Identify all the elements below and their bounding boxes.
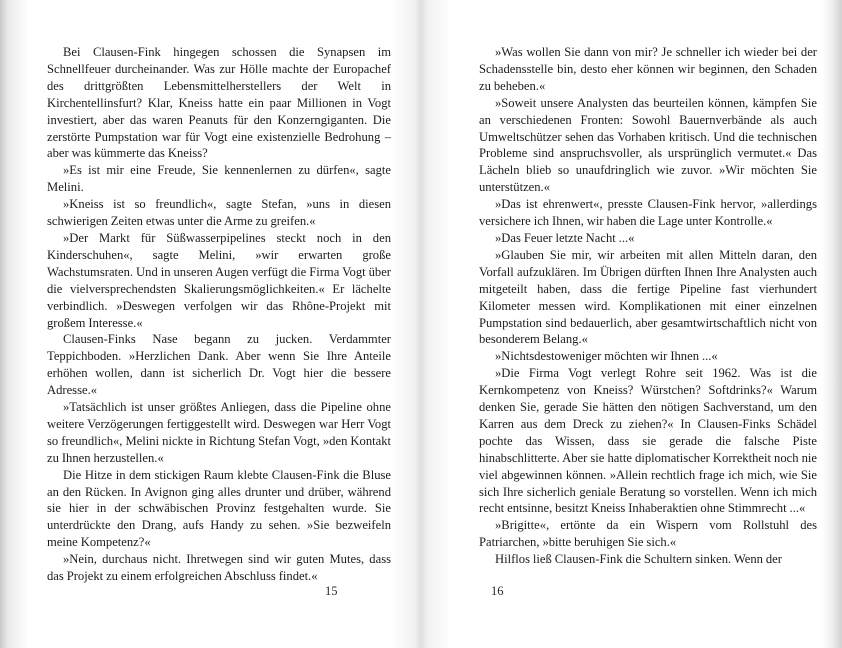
page-left-text bbox=[47, 44, 391, 585]
page-right-text bbox=[479, 44, 817, 568]
paragraph: »Soweit unsere Analysten das beurteilen können, kämpfen Sie an verschiedenen Fronten: Sowohl Bauernverbände als auch Umweltschützer sehen das Vorhaben kritisch. Und die technischen Probleme sind anspruchsvoller, als ursprünglich vermutet.« Das Lächeln blieb so unaufdringlich wie zuvor. »Wir möchten Sie unterstützen.« bbox=[479, 95, 817, 195]
paragraph: »Das ist ehrenwert«, presste Clausen-Fink hervor, »allerdings versichere ich Ihnen, wir haben die Lage unter Kontrolle.« bbox=[479, 197, 817, 229]
paragraph: »Was wollen Sie dann von mir? Je schneller ich wieder bei der Schadensstelle bin, desto eher können wir beginnen, den Schaden zu beheben.« bbox=[479, 45, 817, 93]
page-number-left: 15 bbox=[325, 584, 338, 598]
page-number-right: 16 bbox=[491, 584, 504, 598]
paragraph: »Der Markt für Süßwasserpipelines steckt noch in den Kinderschuhen«, sagte Melini, »wir erwarten große Wachstumsraten. Und in unseren Augen verfügt die Firma Vogt über die vielversprechendsten Skalierungsmöglichkeiten.« Er lächelte verbindlich. »Deswegen verfolgen wir das Rhône-Projekt mit großem Interesse.« bbox=[47, 230, 391, 330]
paragraph: Hilflos ließ Clausen-Fink die Schultern sinken. Wenn der bbox=[495, 552, 782, 567]
paragraph: »Nein, durchaus nicht. Ihretwegen sind wir guten Mutes, dass das Projekt zu einem erfolgreichen Abschluss findet.« bbox=[47, 552, 391, 584]
paragraph: »Das Feuer letzte Nacht ...« bbox=[495, 230, 635, 245]
paragraph: »Tatsächlich ist unser größtes Anliegen, dass die Pipeline ohne weitere Verzögerungen fertiggestellt wird. Deswegen war Herr Vogt so freundlich«, Melini nickte in Richtung Stefan Vogt, »den Kontakt zu Ihnen herzustellen.« bbox=[47, 400, 391, 465]
paragraph: »Es ist mir eine Freude, Sie kennenlernen zu dürfen«, sagte Melini. bbox=[47, 163, 391, 195]
page-edge-right bbox=[822, 0, 842, 648]
paragraph: Bei Clausen-Fink hingegen schossen die Synapsen im Schnellfeuer durcheinander. Was zur Hölle machte der Europachef des drittgrößten Lebensmittelherstellers der Welt in Kirchentellinsfurt? Klar, Kneiss hatte ein paar Millionen in Vogt investiert, aber das waren Peanuts für den Konzerngiganten. Die zerstörte Pumpstation war für Vogt eine existenzielle Bedrohung – aber was kümmerte das Kneiss? bbox=[47, 45, 391, 161]
paragraph: Clausen-Finks Nase begann zu jucken. Verdammter Teppichboden. »Herzlichen Dank. Aber wenn Sie Ihre Anteile erhöhen wollen, dann ist sicherlich Dr. Vogt hier die bessere Adresse.« bbox=[47, 332, 391, 398]
paragraph: »Brigitte«, ertönte da ein Wispern vom Rollstuhl des Patriarchen, »bitte beruhigen Sie sich.« bbox=[479, 518, 817, 550]
paragraph: »Die Firma Vogt verlegt Rohre seit 1962. Was ist die Kernkompetenz von Kneiss? Würstchen? Softdrinks?« Warum denken Sie, gerade Sie hätten den nötigen Sachverstand, um den Karren aus dem Dreck zu ziehen?« In Clausen-Finks Schädel pochte das Wissen, dass sie gerade die falsche Piste hinabschlitterte. Aber sie hatte diplomatischer Korrektheit noch nie viel abgewinnen können. »Allein rechtlich frage ich mich, wie Sie sich Ihre sicherlich geniale Beratung so vorstellen. Wenn ich mich recht entsinne, besitzt Kneiss Inhaberaktien ohne Stimmrecht ...« bbox=[479, 366, 817, 516]
paragraph: »Kneiss ist so freundlich«, sagte Stefan, »uns in diesen schwierigen Zeiten etwas unter die Arme zu greifen.« bbox=[47, 197, 391, 229]
paragraph: »Nichtsdestoweniger möchten wir Ihnen ...« bbox=[495, 349, 718, 364]
book-spine-shadow bbox=[391, 0, 451, 648]
page-edge-left bbox=[0, 0, 28, 648]
paragraph: Die Hitze in dem stickigen Raum klebte Clausen-Fink die Bluse an den Rücken. In Avignon ging alles drunter und drüber, während sie hier in der schwäbischen Provinz festgehalten wurde. Sie unterdrückte den Drang, aufs Handy zu sehen. »Sie bezweifeln meine Kompetenz?« bbox=[47, 467, 391, 550]
paragraph: »Glauben Sie mir, wir arbeiten mit allen Mitteln daran, den Vorfall aufzuklären. Im Übrigen dürften Ihnen Ihre Analysten auch mitgeteilt haben, dass die fertige Pipeline fast vierhundert Kilometer messen wird. Komplikationen mit einer einzelnen Pumpstation sind bedauerlich, aber gesamtwirtschaftlich nicht von besonderem Belang.« bbox=[479, 247, 817, 347]
